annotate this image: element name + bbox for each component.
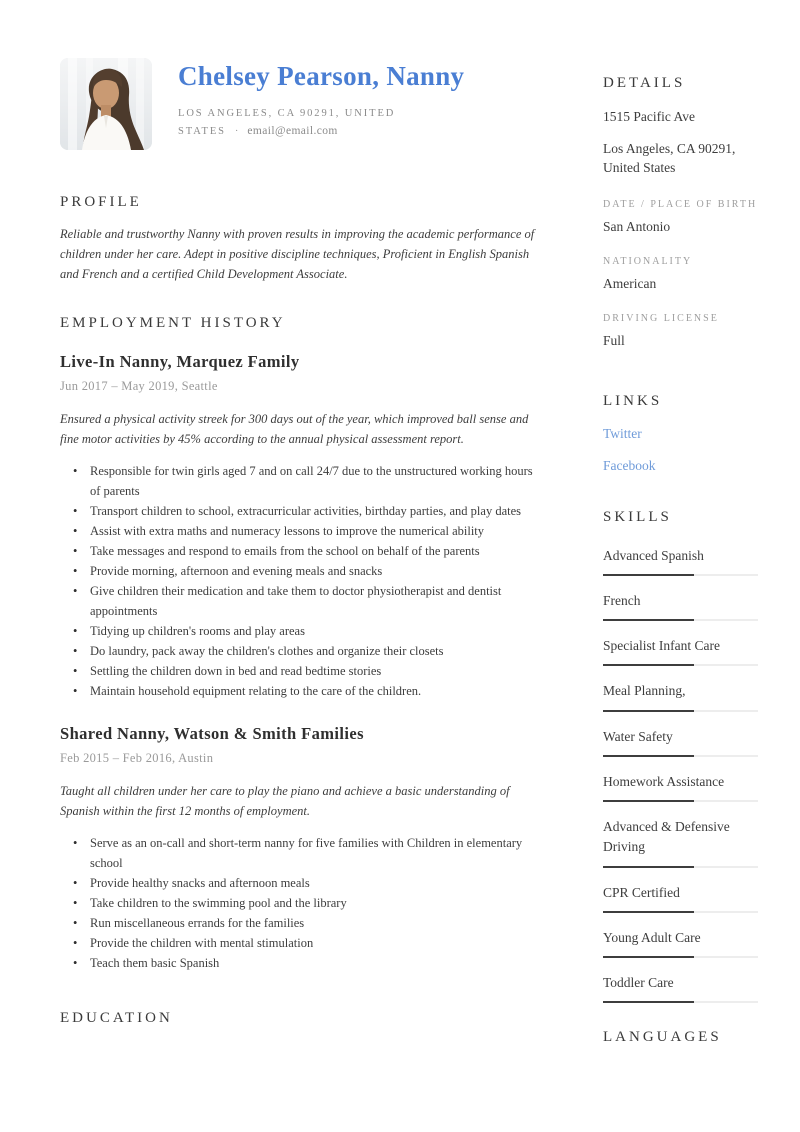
job-title: Shared Nanny, Watson & Smith Families	[60, 724, 364, 743]
job-entry	[60, 724, 540, 973]
job-dates: Feb 2015 – Feb 2016, Austin	[60, 751, 214, 765]
detail-value: American	[603, 275, 657, 291]
social-link[interactable]: Twitter	[603, 425, 642, 441]
details-fields	[603, 199, 758, 349]
bullet-item: • Settling the children down in bed and read bedtime stories	[60, 661, 540, 681]
candidate-name: Chelsey Pearson, Nanny	[178, 61, 465, 91]
skill-name: Toddler Care	[603, 975, 674, 991]
profile-heading: PROFILE	[60, 194, 142, 210]
contact-email: email@email.com	[247, 125, 338, 138]
skill-item	[603, 817, 758, 868]
skill-level-fill	[603, 1001, 694, 1003]
skills-section	[603, 509, 758, 1004]
skill-item	[603, 772, 758, 802]
bullet-item: • Tidying up children's rooms and play areas	[60, 621, 540, 641]
skill-level-bar	[603, 619, 758, 621]
skill-name: Meal Planning,	[603, 683, 686, 699]
bullet-item: • Provide the children with mental stimulation	[60, 933, 540, 953]
job-bullet-list	[60, 833, 540, 973]
bullet-item: • Provide healthy snacks and afternoon meals	[60, 873, 540, 893]
links-section	[603, 393, 758, 474]
skills-list	[603, 546, 758, 1004]
main-column	[60, 58, 540, 1046]
detail-label: DRIVING LICENSE	[603, 312, 719, 324]
skill-level-fill	[603, 800, 694, 802]
contact-location: LOS ANGELES, CA 90291, UNITED STATES	[178, 107, 396, 138]
languages-heading: LANGUAGES	[603, 1029, 722, 1046]
detail-field	[603, 199, 758, 235]
skill-name: Specialist Infant Care	[603, 638, 720, 654]
skill-name: Advanced & Defensive Driving	[603, 819, 730, 855]
resume-header	[60, 58, 540, 150]
bullet-item: • Give children their medication and take them to doctor physiotherapist and dentist appointments	[60, 581, 540, 621]
details-section	[603, 75, 758, 349]
skill-level-bar	[603, 755, 758, 757]
profile-photo	[60, 58, 152, 150]
bullet-item: • Provide morning, afternoon and evening meals and snacks	[60, 561, 540, 581]
job-dates: Jun 2017 – May 2019, Seattle	[60, 379, 218, 393]
skill-level-bar	[603, 911, 758, 913]
skill-item	[603, 591, 758, 621]
address-line1: 1515 Pacific Ave	[603, 109, 695, 124]
detail-field	[603, 313, 758, 349]
links-list	[603, 426, 758, 474]
skill-level-bar	[603, 956, 758, 958]
skill-name: CPR Certified	[603, 884, 680, 900]
skill-item	[603, 681, 758, 711]
education-section	[60, 1010, 540, 1027]
skill-level-bar	[603, 866, 758, 868]
header-text	[178, 58, 464, 150]
skill-name: French	[603, 592, 641, 608]
details-heading: DETAILS	[603, 75, 686, 91]
skill-name: Young Adult Care	[603, 929, 701, 945]
sidebar	[603, 58, 758, 1046]
bullet-item: • Assist with extra maths and numeracy lessons to improve the numerical ability	[60, 521, 540, 541]
job-title: Live-In Nanny, Marquez Family	[60, 352, 300, 371]
social-link[interactable]: Facebook	[603, 457, 656, 473]
skill-item	[603, 883, 758, 913]
skill-level-fill	[603, 574, 694, 576]
skill-item	[603, 928, 758, 958]
skill-level-fill	[603, 755, 694, 757]
employment-section	[60, 315, 540, 973]
bullet-item: • Do laundry, pack away the children's clothes and organize their closets	[60, 641, 540, 661]
bullet-item: • Maintain household equipment relating to the care of the children.	[60, 681, 540, 701]
skill-level-bar	[603, 800, 758, 802]
contact-info	[178, 106, 430, 142]
profile-text: Reliable and trustworthy Nanny with proven results in improving the academic performance of children under her care. Adept in positive discipline techniques, Proficient in English Spanish and French and a certified Child Development Associate.	[60, 227, 535, 281]
skills-heading: SKILLS	[603, 508, 672, 525]
skill-level-bar	[603, 1001, 758, 1003]
detail-label: NATIONALITY	[603, 255, 693, 267]
languages-section	[603, 1029, 758, 1046]
job-entry	[60, 352, 540, 701]
skill-item	[603, 973, 758, 1003]
profile-section	[60, 194, 540, 284]
skill-item	[603, 546, 758, 576]
job-summary: Taught all children under her care to play the piano and achieve a basic understanding of Spanish within the first 12 months of employment.	[60, 784, 510, 818]
contact-separator: ·	[234, 126, 239, 138]
job-bullet-list	[60, 461, 540, 701]
detail-label: DATE / PLACE OF BIRTH	[603, 198, 758, 210]
detail-value: Full	[603, 332, 625, 348]
address-line2: Los Angeles, CA 90291, United States	[603, 140, 736, 176]
skill-level-bar	[603, 574, 758, 576]
job-summary: Ensured a physical activity streek for 300 days out of the year, which improved ball sense and fine motor activities by 45% according to the annual physical assessment report.	[60, 412, 529, 446]
bullet-item: • Take messages and respond to emails from the school on behalf of the parents	[60, 541, 540, 561]
skill-level-fill	[603, 956, 694, 958]
detail-field	[603, 256, 758, 292]
skill-level-fill	[603, 866, 694, 868]
skill-level-fill	[603, 664, 694, 666]
bullet-item: • Responsible for twin girls aged 7 and on call 24/7 due to the unstructured working hours of parents	[60, 461, 540, 501]
skill-item	[603, 636, 758, 666]
skill-name: Advanced Spanish	[603, 547, 704, 563]
skill-name: Homework Assistance	[603, 773, 725, 789]
skill-level-fill	[603, 710, 694, 712]
employment-heading: EMPLOYMENT HISTORY	[60, 315, 286, 331]
skill-level-bar	[603, 710, 758, 712]
bullet-item: • Transport children to school, extracurricular activities, birthday parties, and play dates	[60, 501, 540, 521]
detail-value: San Antonio	[603, 218, 671, 234]
bullet-item: • Serve as an on-call and short-term nanny for five families with Children in elementary school	[60, 833, 540, 873]
links-heading: LINKS	[603, 392, 663, 409]
bullet-item: • Teach them basic Spanish	[60, 953, 540, 973]
woman-portrait-illustration	[60, 58, 152, 150]
skill-level-bar	[603, 664, 758, 666]
skill-item	[603, 727, 758, 757]
skill-name: Water Safety	[603, 728, 673, 744]
bullet-item: • Take children to the swimming pool and the library	[60, 893, 540, 913]
skill-level-fill	[603, 911, 694, 913]
skill-level-fill	[603, 619, 694, 621]
bullet-item: • Run miscellaneous errands for the families	[60, 913, 540, 933]
education-heading: EDUCATION	[60, 1010, 173, 1026]
